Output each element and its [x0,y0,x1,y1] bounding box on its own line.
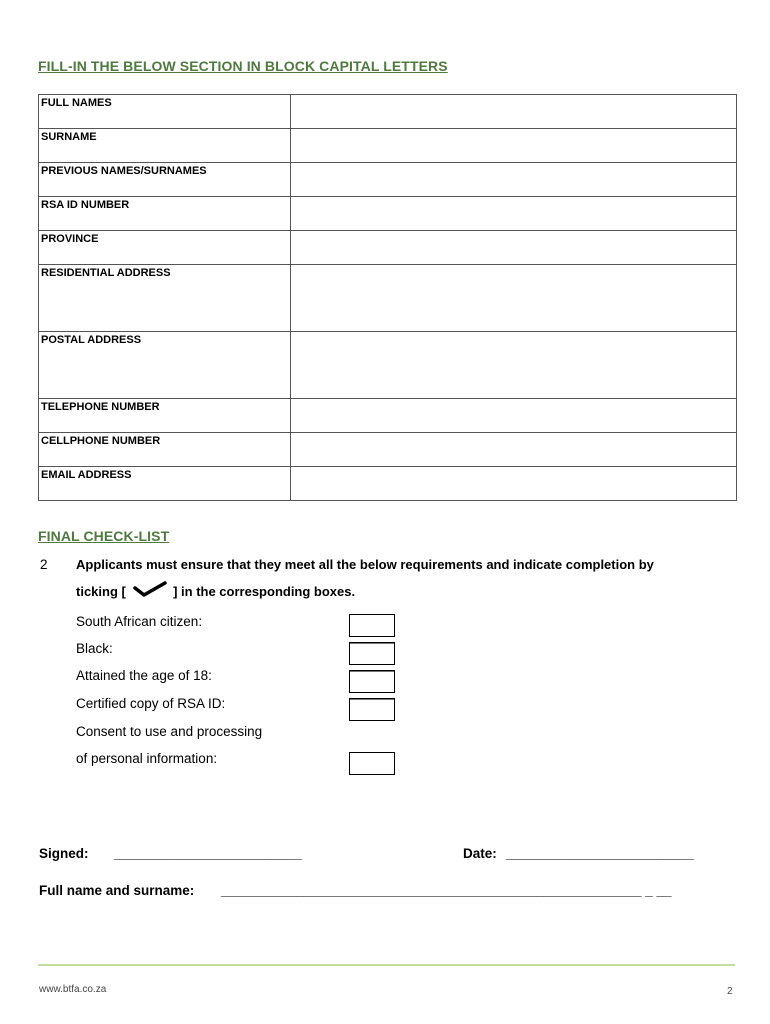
checklist-item-number: 2 [40,557,48,572]
field-label-email: EMAIL ADDRESS [39,467,291,501]
consent-checkbox[interactable] [349,752,395,775]
date-label: Date: [463,846,497,861]
instruction-prefix: ticking [ [76,584,126,599]
field-label-surname: SURNAME [39,129,291,163]
black-checkbox[interactable] [349,642,395,665]
checklist-label-id-copy: Certified copy of RSA ID: [76,696,226,711]
field-label-cellphone: CELLPHONE NUMBER [39,433,291,467]
table-row [39,95,737,129]
signature-line[interactable]: _________________________ [114,846,302,861]
table-row [39,163,737,197]
form-section-title: FILL-IN THE BELOW SECTION IN BLOCK CAPITAL LETTERS [38,58,448,74]
table-row [39,129,737,163]
field-label-province: PROVINCE [39,231,291,265]
full-name-label: Full name and surname: [39,883,195,898]
table-row [39,197,737,231]
checklist-label-age: Attained the age of 18: [76,668,212,683]
checklist-label-citizen: South African citizen: [76,614,203,629]
table-row [39,399,737,433]
checklist-title: FINAL CHECK-LIST [38,528,170,544]
postal-address-field[interactable] [291,332,737,399]
full-name-line[interactable]: ________________________________________________________ _ __ [221,883,672,898]
table-row [39,433,737,467]
field-label-full-names: FULL NAMES [39,95,291,129]
checklist-instruction-line1: Applicants must ensure that they meet all the below requirements and indicate completion by [76,557,654,572]
personal-details-table [38,94,737,501]
citizen-checkbox[interactable] [349,614,395,637]
previous-names-field[interactable] [291,163,737,197]
date-line[interactable]: _________________________ [506,846,694,861]
id-copy-checkbox[interactable] [349,698,395,721]
checklist-label-black: Black: [76,641,113,656]
field-label-rsa-id: RSA ID NUMBER [39,197,291,231]
checklist-label-consent-line2: of personal information: [76,751,218,766]
footer-divider [38,964,735,966]
field-label-residential-address: RESIDENTIAL ADDRESS [39,265,291,332]
checklist-instruction-line2 [76,580,737,602]
surname-field[interactable] [291,129,737,163]
footer-website: www.btfa.co.za [39,984,107,995]
table-row [39,265,737,332]
checklist-label-consent-line1: Consent to use and processing [76,724,263,739]
telephone-field[interactable] [291,399,737,433]
cellphone-field[interactable] [291,433,737,467]
residential-address-field[interactable] [291,265,737,332]
field-label-telephone: TELEPHONE NUMBER [39,399,291,433]
instruction-suffix: ] in the corresponding boxes. [173,584,356,599]
email-field[interactable] [291,467,737,501]
table-row [39,231,737,265]
field-label-postal-address: POSTAL ADDRESS [39,332,291,399]
age-checkbox[interactable] [349,670,395,693]
table-row [39,332,737,399]
checkmark-icon [129,580,169,602]
table-row [39,467,737,501]
page-number: 2 [727,986,733,997]
rsa-id-field[interactable] [291,197,737,231]
full-names-field[interactable] [291,95,737,129]
signed-label: Signed: [39,846,89,861]
field-label-previous-names: PREVIOUS NAMES/SURNAMES [39,163,291,197]
province-field[interactable] [291,231,737,265]
